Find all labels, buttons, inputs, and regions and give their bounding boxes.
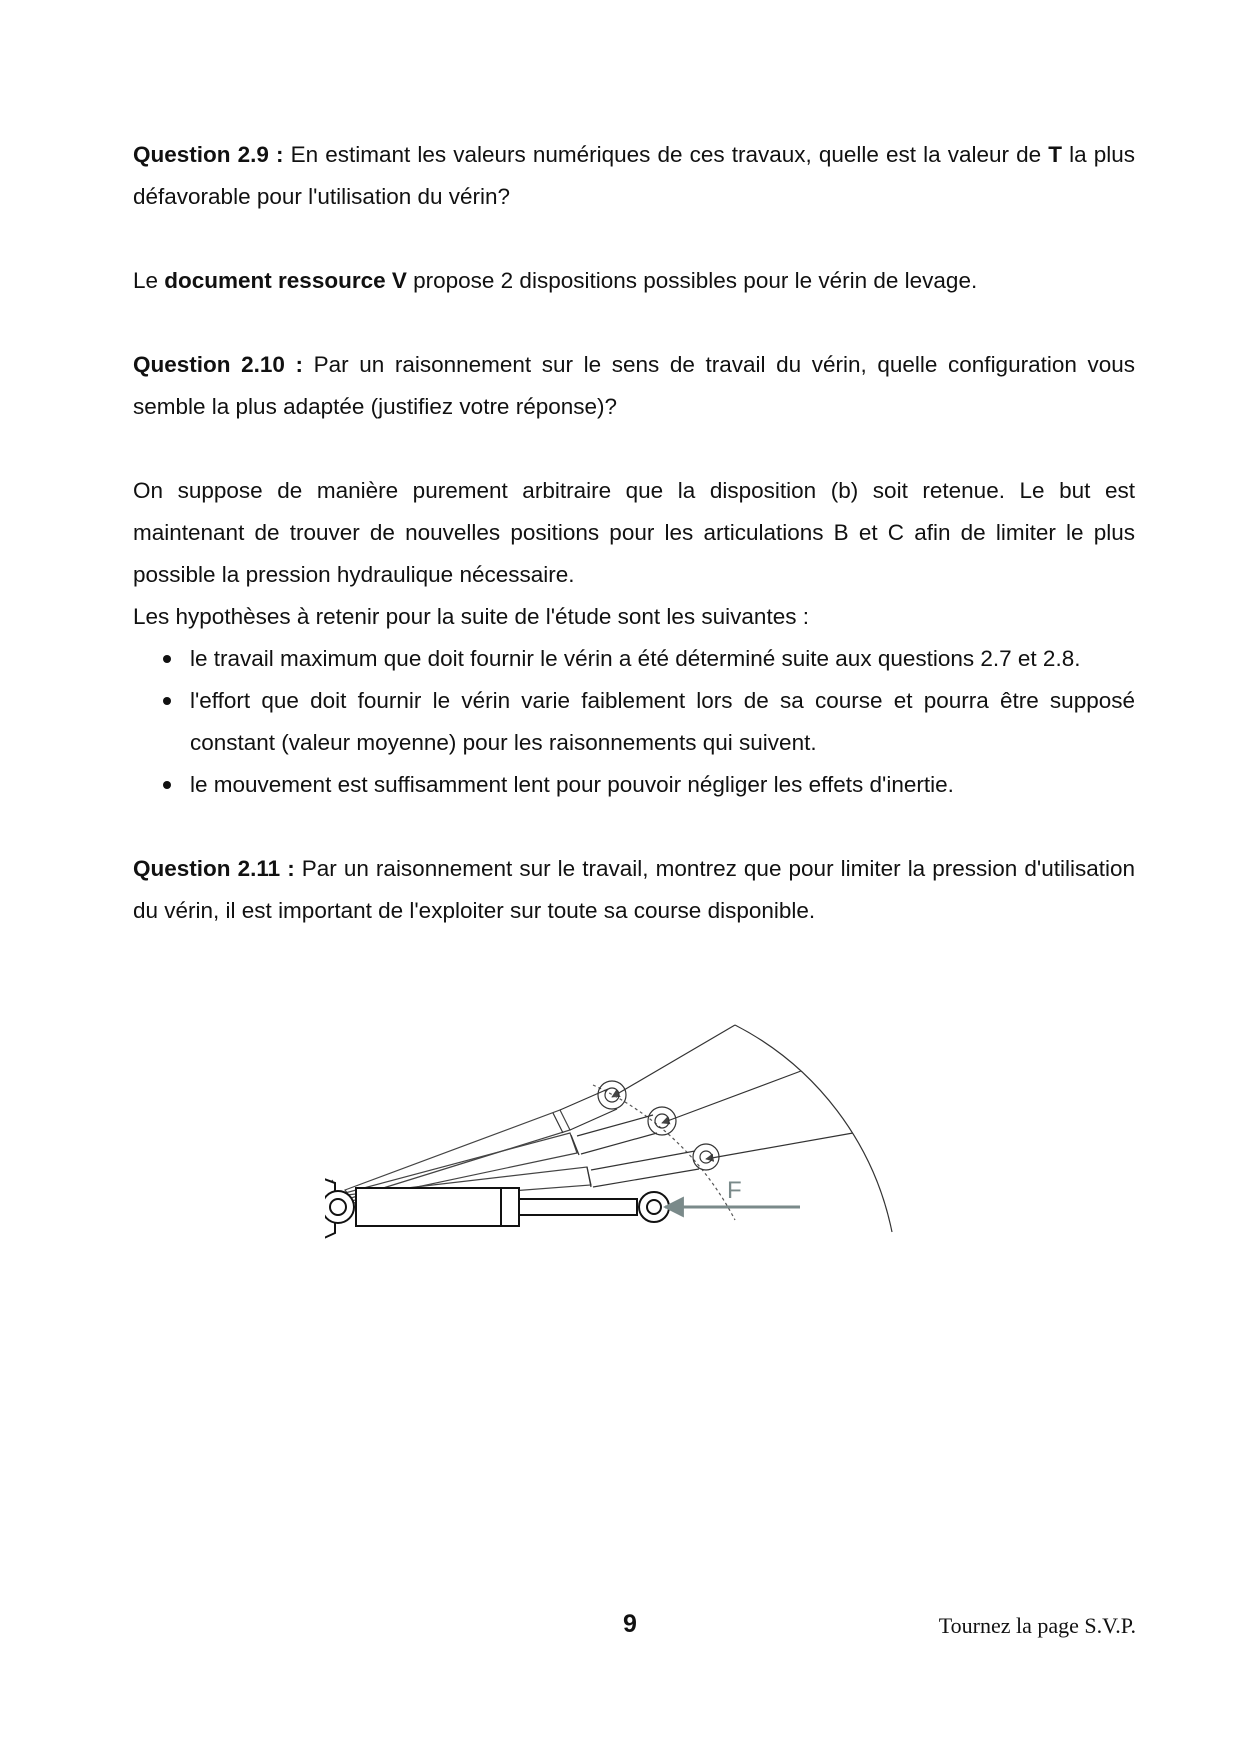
question-label: Question 2.11 : — [133, 856, 295, 881]
question-text-end: la plus défavorable pour l'utilisation du vérin? — [133, 142, 1136, 209]
hypothesis-paragraph: On suppose de manière purement arbitraire que la disposition (b) soit retenue. Le but est maintenant de trouver de nouvelles positions pour les articulations B et C afin de limiter le plus possible la pression hydraulique nécessaire. — [133, 478, 1135, 587]
doc-line-prefix: Le — [133, 268, 165, 293]
force-label: F — [727, 1177, 742, 1204]
question-text: Par un raisonnement sur le sens de travail du vérin, quelle configuration vous semble la plus adaptée (justifiez votre réponse)? — [133, 352, 1136, 419]
question-text: Par un raisonnement sur le travail, montrez que pour limiter la pression d'utilisation du vérin, il est important de l'exploiter sur toute sa course disponible. — [133, 856, 1135, 923]
footer-note: Tournez la page S.V.P. — [938, 1613, 1136, 1638]
page-number: 9 — [623, 1610, 637, 1638]
hypothesis-intro: Les hypothèses à retenir pour la suite de l'étude sont les suivantes : — [133, 604, 809, 629]
doc-line-suffix: propose 2 dispositions possibles pour le vérin de levage. — [406, 268, 978, 293]
rod-eye — [639, 1192, 669, 1222]
question-text: En estimant les valeurs numériques de ces travaux, quelle est la valeur de — [283, 142, 1049, 167]
list-item: l'effort que doit fournir le vérin varie faiblement lors de sa course et pourra être supposé constant (valeur moyenne) pour les raisonnements qui suivent. — [133, 680, 1135, 764]
radial-line — [662, 1071, 801, 1123]
ghost-eye — [598, 1081, 626, 1109]
list-item: le travail maximum que doit fournir le vérin a été déterminé suite aux questions 2.7 et 2.8. — [133, 638, 1135, 680]
radial-line — [612, 1025, 735, 1097]
cylinder-body — [356, 1188, 519, 1226]
document-body — [133, 134, 1135, 932]
document-reference-line — [133, 260, 1135, 302]
question-label: Question 2.9 : — [133, 142, 284, 167]
cylinder-diagram — [325, 1015, 905, 1285]
question-2-10 — [133, 344, 1135, 428]
list-item: le mouvement est suffisamment lent pour pouvoir négliger les effets d'inertie. — [133, 764, 1135, 806]
ghost-eye — [648, 1107, 676, 1135]
question-2-11 — [133, 848, 1135, 932]
piston-rod — [519, 1199, 637, 1215]
question-2-9 — [133, 134, 1135, 218]
ghost-cylinder-1 — [345, 1110, 570, 1198]
variable-t: T — [1048, 142, 1063, 167]
outer-arc — [735, 1025, 892, 1232]
hypothesis-list — [133, 638, 1135, 806]
question-label: Question 2.10 : — [133, 352, 303, 377]
document-reference: document ressource V — [164, 268, 407, 293]
radial-line — [706, 1133, 853, 1159]
